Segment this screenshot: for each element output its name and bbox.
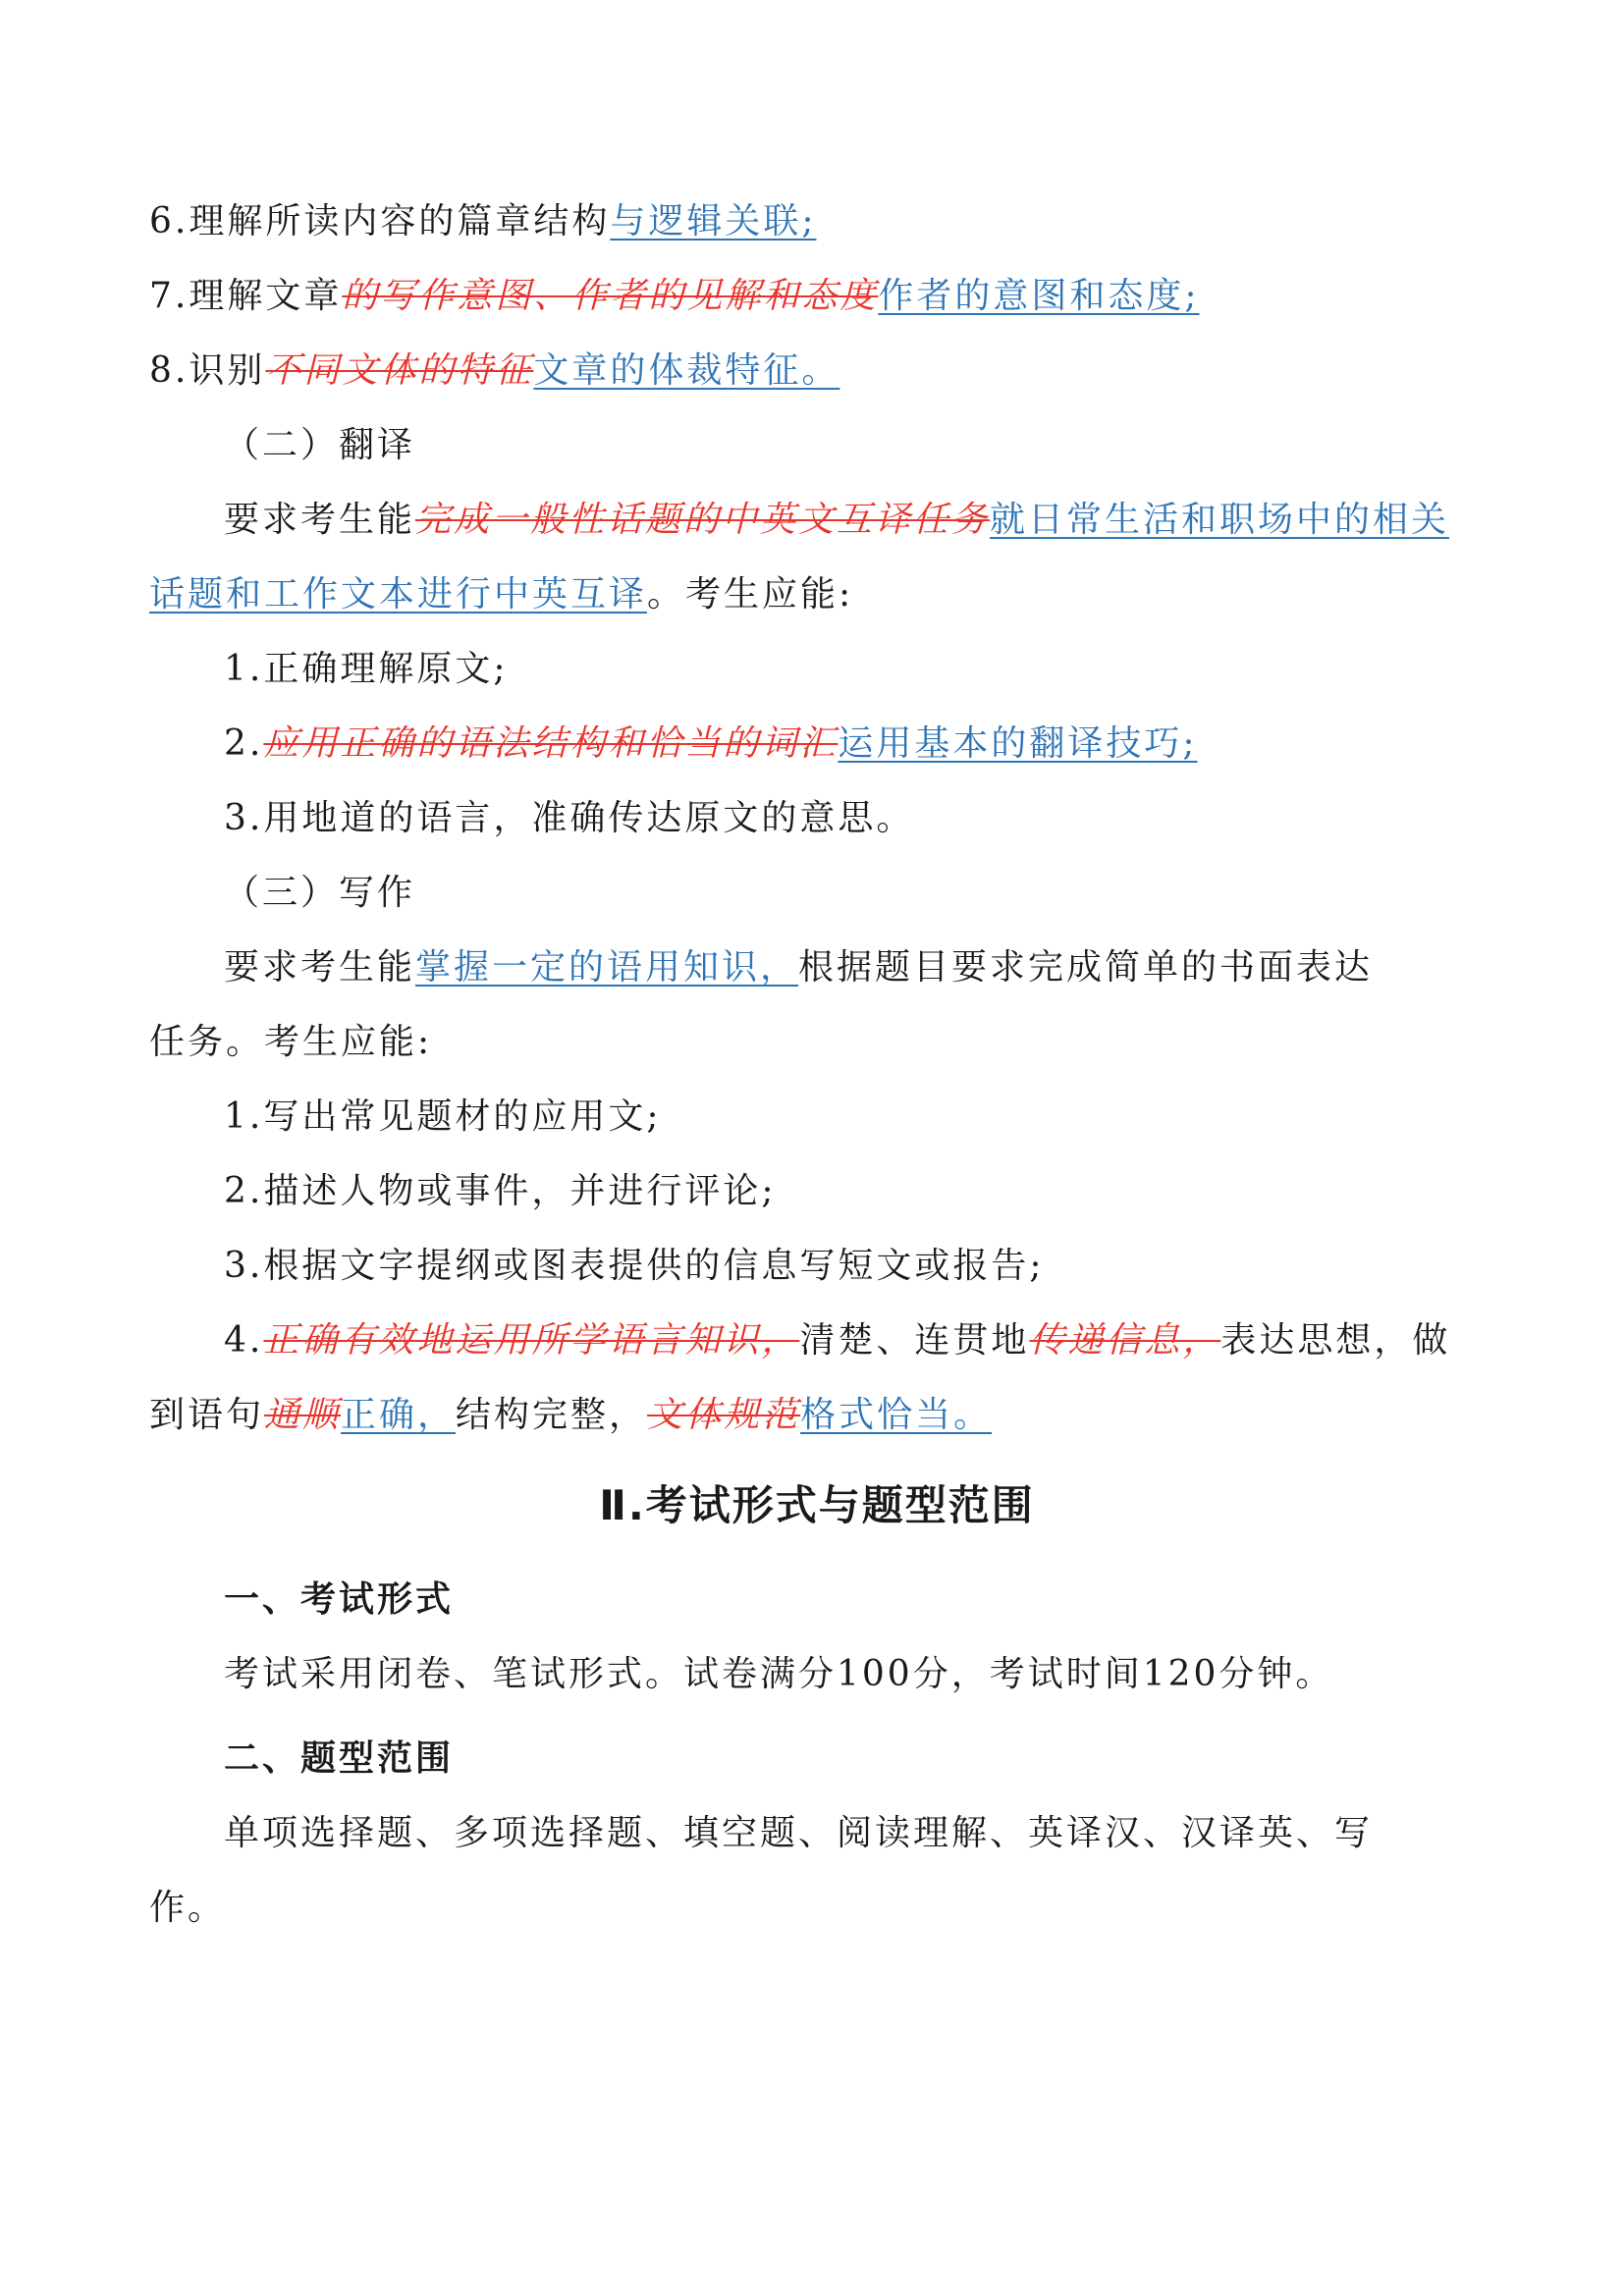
writing-requirement-line-2: 任务。考生应能:: [149, 1022, 433, 1062]
translation-item-2: [149, 707, 1485, 781]
question-types-text-line-2: 作。: [149, 1888, 227, 1928]
deleted-text: 完成一般性话题的中英文互译任务: [415, 500, 991, 540]
plain-text: 表达思想，做: [1220, 1320, 1451, 1361]
exam-form-text: 考试采用闭卷、笔试形式。试卷满分100分，考试时间120分钟。: [224, 1654, 1334, 1694]
writing-item-4-line-1: [149, 1304, 1485, 1378]
inserted-text: 运用基本的翻译技巧;: [838, 723, 1198, 764]
plain-text: 根据题目要求完成简单的书面表达: [798, 947, 1374, 988]
subsection-title-question-types: 二、题型范围: [224, 1738, 455, 1779]
plain-text: 4.: [224, 1320, 264, 1361]
inserted-text: 话题和工作文本进行中英互译: [149, 574, 648, 614]
plain-text: 2.: [224, 723, 264, 764]
translation-heading: （二）翻译: [224, 425, 416, 465]
plain-text: 6.理解所读内容的篇章结构: [149, 201, 611, 241]
writing-item-4-line-2: [149, 1378, 1485, 1453]
plain-text: 8.识别: [149, 350, 266, 391]
deleted-text: 应用正确的语法结构和恰当的词汇: [263, 723, 839, 764]
document-page: [149, 185, 1485, 1946]
writing-heading: （三）写作: [224, 873, 416, 913]
inserted-text: 正确，: [341, 1395, 457, 1435]
section-title: Ⅱ.考试形式与题型范围: [599, 1481, 1035, 1529]
reading-item-6: [149, 185, 1485, 259]
writing-item-3: 3.根据文字提纲或图表提供的信息写短文或报告;: [224, 1246, 1045, 1286]
translation-item-3: 3.用地道的语言，准确传达原文的意思。: [224, 798, 915, 838]
deleted-text: 通顺: [264, 1395, 342, 1435]
inserted-text: 格式恰当。: [800, 1395, 993, 1435]
inserted-text: 掌握一定的语用知识，: [415, 947, 799, 988]
inserted-text: 作者的意图和态度;: [878, 276, 1200, 316]
inserted-text: 就日常生活和职场中的相关: [990, 500, 1450, 540]
deleted-text: 不同文体的特征: [265, 350, 534, 391]
inserted-text: 与逻辑关联;: [610, 201, 817, 241]
plain-text: 7.理解文章: [149, 276, 343, 316]
plain-text: 要求考生能: [224, 947, 416, 988]
deleted-text: 传递信息，: [1029, 1320, 1221, 1361]
subsection-title-exam-form: 一、考试形式: [224, 1579, 455, 1620]
translation-requirement-line-1: [149, 483, 1485, 558]
plain-text: 清楚、连贯地: [799, 1320, 1030, 1361]
translation-item-1: 1.正确理解原文;: [224, 649, 509, 689]
plain-text: 到语句: [149, 1395, 265, 1435]
deleted-text: 的写作意图、作者的见解和态度: [342, 276, 879, 316]
writing-item-1: 1.写出常见题材的应用文;: [224, 1096, 662, 1137]
translation-requirement-line-2: [149, 558, 1485, 632]
question-types-text-line-1: 单项选择题、多项选择题、填空题、阅读理解、英译汉、汉译英、写: [224, 1813, 1374, 1853]
writing-item-2: 2.描述人物或事件，并进行评论;: [224, 1171, 777, 1211]
writing-requirement-line-1: [149, 931, 1485, 1005]
inserted-text: 文章的体裁特征。: [533, 350, 840, 391]
plain-text: 结构完整，: [456, 1395, 648, 1435]
plain-text: 。考生应能:: [647, 574, 854, 614]
reading-item-8: [149, 334, 1485, 408]
deleted-text: 文体规范: [647, 1395, 801, 1435]
deleted-text: 正确有效地运用所学语言知识，: [263, 1320, 800, 1361]
reading-item-7: [149, 259, 1485, 334]
plain-text: 要求考生能: [224, 500, 416, 540]
